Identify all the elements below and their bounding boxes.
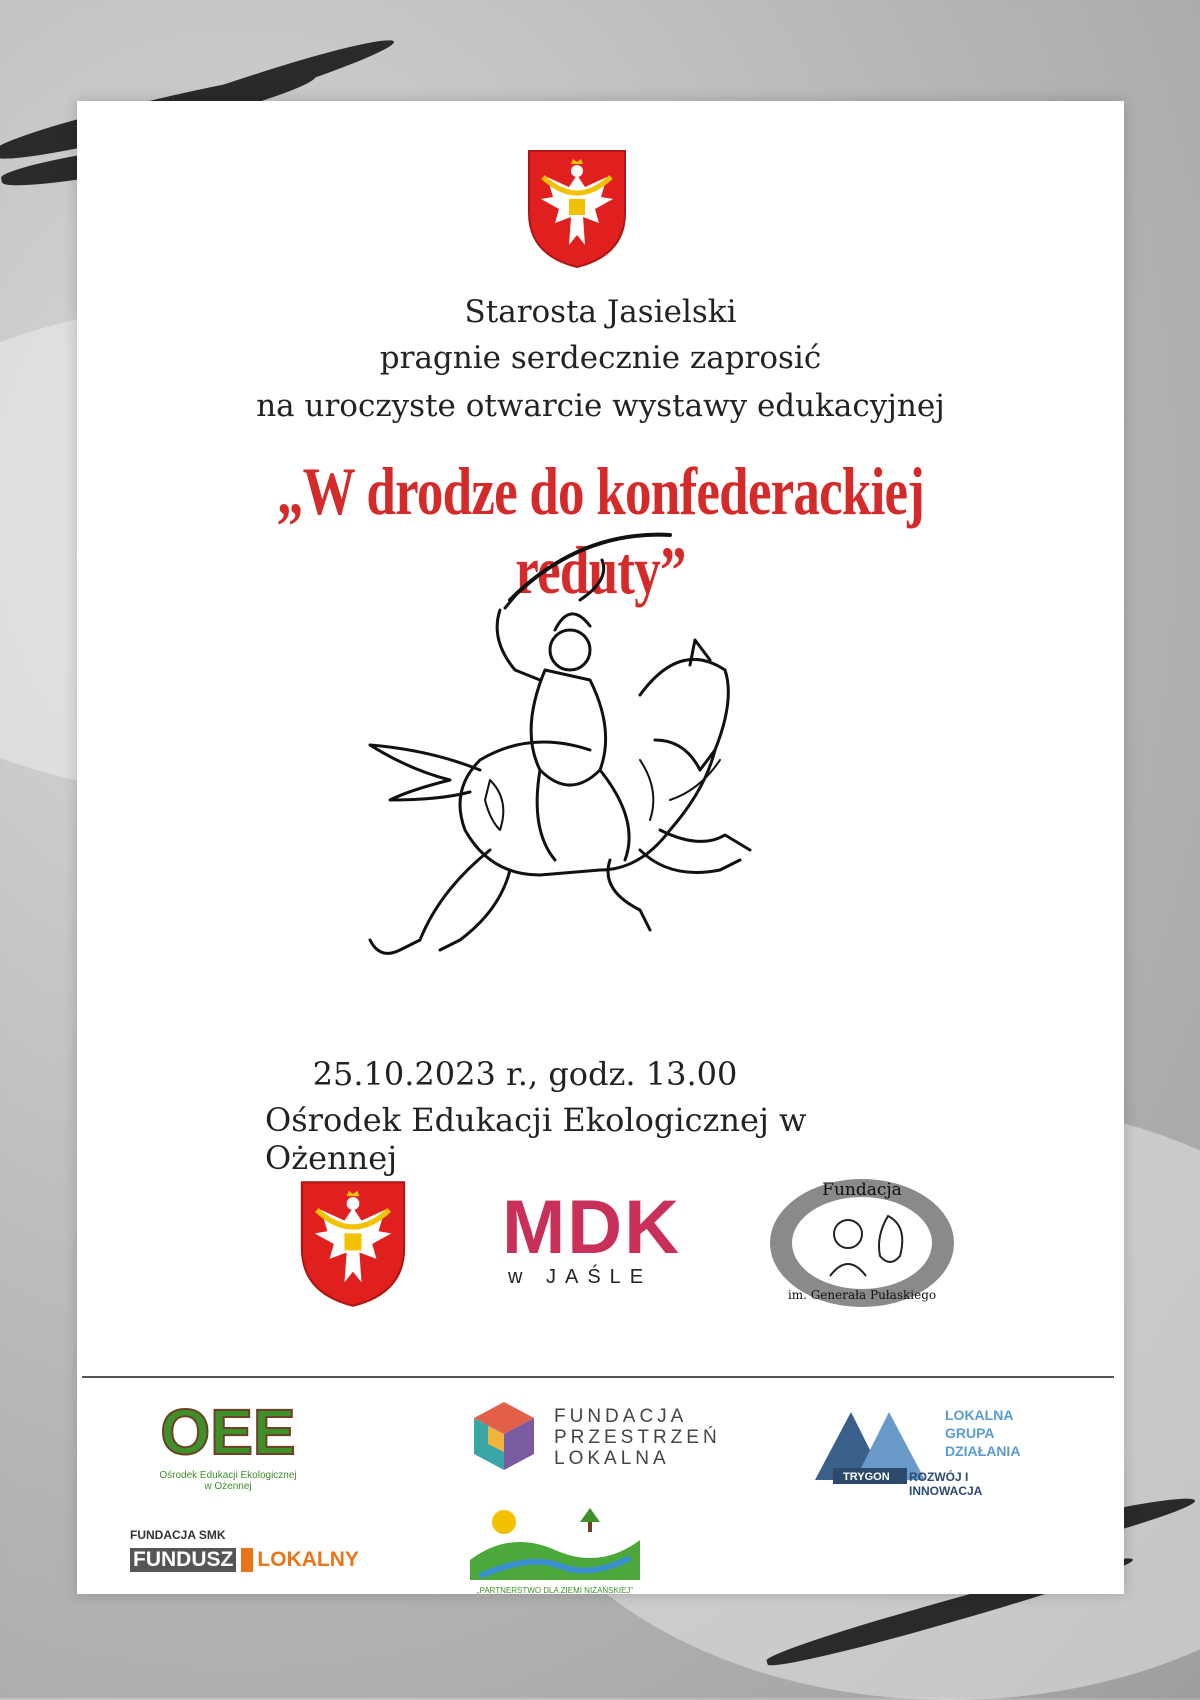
smk-lokalny: LOKALNY xyxy=(241,1548,359,1572)
invite-line-3: na uroczyste otwarcie wystawy edukacyjnej xyxy=(256,388,945,424)
fpl-line-1: FUNDACJA xyxy=(554,1406,688,1427)
mdk-jaslo-logo xyxy=(502,1185,712,1290)
coat-of-arms-icon xyxy=(525,147,629,271)
hussar-rider-illustration xyxy=(340,530,800,1020)
fpl-line-3: LOKALNA xyxy=(554,1448,670,1469)
oee-logo-main: OEE xyxy=(160,1396,296,1468)
lgd-trygon-logo xyxy=(815,1404,1040,1498)
fundacja-logo-top: Fundacja xyxy=(822,1180,902,1200)
fpl-line-2: PRZESTRZEŃ xyxy=(554,1427,721,1448)
oee-logo-sub-2: w Ożennej xyxy=(204,1481,252,1492)
lgd-line-1: LOKALNA xyxy=(945,1407,1014,1423)
partnerstwo-ziemi-nizanskiej-logo xyxy=(470,1500,640,1600)
mdk-logo-main: MDK xyxy=(502,1185,682,1270)
pzn-caption: „PARTNERSTWO DLA ZIEMI NIŻAŃSKIEJ” xyxy=(476,1586,634,1595)
smk-fundusz: FUNDUSZ xyxy=(130,1548,236,1572)
event-place: Ośrodek Edukacji Ekologicznej w Ożennej xyxy=(265,1101,807,1177)
oee-logo-sub-1: Ośrodek Edukacji Ekologicznej xyxy=(159,1470,297,1481)
event-datetime: 25.10.2023 r., godz. 13.00 xyxy=(312,1055,738,1093)
mdk-logo-sub: w JAŚLE xyxy=(508,1266,653,1288)
hexagon-cube-icon xyxy=(470,1400,538,1472)
fundacja-przestrzen-lokalna-logo xyxy=(470,1400,720,1480)
oee-ozenna-logo xyxy=(148,1396,308,1502)
smk-top: FUNDACJA SMK xyxy=(130,1528,226,1542)
invite-line-1: Starosta Jasielski xyxy=(464,294,737,330)
lgd-trygon: TRYGON xyxy=(843,1471,890,1483)
county-coat-of-arms-icon xyxy=(296,1178,410,1310)
partners-divider xyxy=(82,1376,1114,1378)
lgd-line-3: DZIAŁANIA xyxy=(945,1443,1021,1459)
lgd-line-2: GRUPA xyxy=(945,1425,995,1441)
landscape-icon xyxy=(470,1500,640,1580)
exhibition-title: „W drodze do konfederackiej reduty” xyxy=(276,453,925,608)
fundacja-logo-bottom: im. Generała Pułaskiego xyxy=(787,1288,937,1302)
invite-line-2: pragnie serdecznie zaprosić xyxy=(379,340,822,376)
fundacja-pulaskiego-logo xyxy=(768,1176,956,1310)
smk-fundusz-lokalny-logo xyxy=(130,1528,360,1594)
lgd-rozwoj: ROZWÓJ I INNOWACJA xyxy=(909,1470,983,1498)
